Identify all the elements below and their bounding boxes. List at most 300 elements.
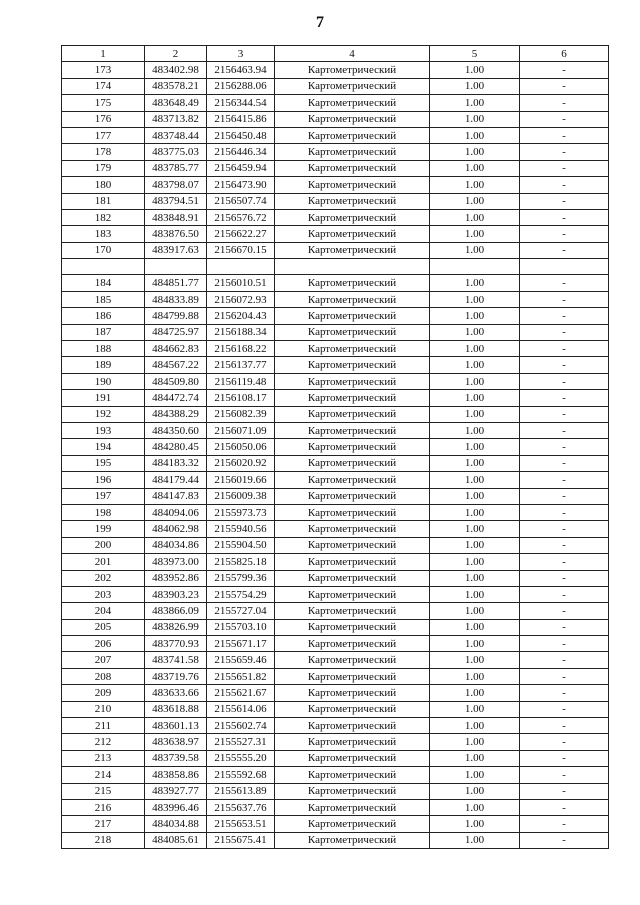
- accuracy-cell: 1.00: [430, 390, 520, 406]
- y-coordinate-cell: 2156446.34: [207, 144, 275, 160]
- accuracy-cell: 1.00: [430, 472, 520, 488]
- x-coordinate-cell: 484851.77: [145, 275, 207, 291]
- y-coordinate-cell: 2155973.73: [207, 504, 275, 520]
- method-cell: Картометрический: [275, 209, 430, 225]
- note-cell: -: [520, 341, 609, 357]
- method-cell: Картометрический: [275, 504, 430, 520]
- accuracy-cell: 1.00: [430, 439, 520, 455]
- x-coordinate-cell: 483927.77: [145, 783, 207, 799]
- table-row: [62, 586, 609, 602]
- method-cell: Картометрический: [275, 160, 430, 176]
- point-number-cell: 192: [62, 406, 145, 422]
- table-row: [62, 816, 609, 832]
- point-number-cell: 206: [62, 636, 145, 652]
- accuracy-cell: 1.00: [430, 193, 520, 209]
- table-row: [62, 455, 609, 471]
- table-row: [62, 95, 609, 111]
- method-cell: Картометрический: [275, 275, 430, 291]
- accuracy-cell: 1.00: [430, 308, 520, 324]
- table-row: [62, 750, 609, 766]
- method-cell: Картометрический: [275, 439, 430, 455]
- accuracy-cell: 1.00: [430, 504, 520, 520]
- point-number-cell: 193: [62, 422, 145, 438]
- point-number-cell: 202: [62, 570, 145, 586]
- x-coordinate-cell: 484062.98: [145, 521, 207, 537]
- table-row: [62, 357, 609, 373]
- point-number-cell: 198: [62, 504, 145, 520]
- note-cell: -: [520, 668, 609, 684]
- table-row: [62, 619, 609, 635]
- note-cell: -: [520, 685, 609, 701]
- x-coordinate-cell: 484725.97: [145, 324, 207, 340]
- point-number-cell: 190: [62, 373, 145, 389]
- point-number-cell: 178: [62, 144, 145, 160]
- y-coordinate-cell: [207, 259, 275, 275]
- point-number-cell: 191: [62, 390, 145, 406]
- point-number-cell: 181: [62, 193, 145, 209]
- accuracy-cell: 1.00: [430, 341, 520, 357]
- method-cell: Картометрический: [275, 816, 430, 832]
- y-coordinate-cell: 2155727.04: [207, 603, 275, 619]
- table-row: [62, 734, 609, 750]
- table-row: [62, 341, 609, 357]
- method-cell: Картометрический: [275, 750, 430, 766]
- table-row: [62, 209, 609, 225]
- accuracy-cell: 1.00: [430, 521, 520, 537]
- accuracy-cell: 1.00: [430, 636, 520, 652]
- table-row: [62, 832, 609, 848]
- x-coordinate-cell: 483748.44: [145, 127, 207, 143]
- point-number-cell: 200: [62, 537, 145, 553]
- x-coordinate-cell: 484280.45: [145, 439, 207, 455]
- y-coordinate-cell: 2155592.68: [207, 767, 275, 783]
- table-row: [62, 226, 609, 242]
- note-cell: -: [520, 570, 609, 586]
- y-coordinate-cell: 2155637.76: [207, 799, 275, 815]
- table-row: [62, 718, 609, 734]
- table-row: [62, 144, 609, 160]
- x-coordinate-cell: 484350.60: [145, 422, 207, 438]
- note-cell: -: [520, 455, 609, 471]
- point-number-cell: 211: [62, 718, 145, 734]
- method-cell: Картометрический: [275, 127, 430, 143]
- y-coordinate-cell: 2155675.41: [207, 832, 275, 848]
- x-coordinate-cell: 483952.86: [145, 570, 207, 586]
- accuracy-cell: 1.00: [430, 422, 520, 438]
- method-cell: Картометрический: [275, 177, 430, 193]
- x-coordinate-cell: 483578.21: [145, 78, 207, 94]
- table-row: [62, 406, 609, 422]
- point-number-cell: 196: [62, 472, 145, 488]
- method-cell: Картометрический: [275, 570, 430, 586]
- note-cell: -: [520, 472, 609, 488]
- point-number-cell: 176: [62, 111, 145, 127]
- method-cell: Картометрический: [275, 603, 430, 619]
- note-cell: -: [520, 209, 609, 225]
- method-cell: Картометрический: [275, 291, 430, 307]
- table-row: [62, 668, 609, 684]
- table-row: [62, 308, 609, 324]
- x-coordinate-cell: 483876.50: [145, 226, 207, 242]
- y-coordinate-cell: 2155671.17: [207, 636, 275, 652]
- coordinates-table: [61, 45, 609, 849]
- y-coordinate-cell: 2156344.54: [207, 95, 275, 111]
- note-cell: -: [520, 652, 609, 668]
- method-cell: Картометрический: [275, 455, 430, 471]
- note-cell: -: [520, 406, 609, 422]
- method-cell: Картометрический: [275, 537, 430, 553]
- x-coordinate-cell: 483633.66: [145, 685, 207, 701]
- method-cell: Картометрический: [275, 422, 430, 438]
- point-number-cell: 197: [62, 488, 145, 504]
- method-cell: Картометрический: [275, 193, 430, 209]
- point-number-cell: 182: [62, 209, 145, 225]
- y-coordinate-cell: 2155651.82: [207, 668, 275, 684]
- note-cell: -: [520, 537, 609, 553]
- y-coordinate-cell: 2156071.09: [207, 422, 275, 438]
- point-number-cell: 174: [62, 78, 145, 94]
- x-coordinate-cell: 483848.91: [145, 209, 207, 225]
- table-row: [62, 422, 609, 438]
- table-row: [62, 324, 609, 340]
- table-row: [62, 767, 609, 783]
- point-number-cell: 184: [62, 275, 145, 291]
- column-header-4: 4: [275, 46, 430, 62]
- method-cell: Картометрический: [275, 636, 430, 652]
- method-cell: Картометрический: [275, 586, 430, 602]
- point-number-cell: 180: [62, 177, 145, 193]
- method-cell: Картометрический: [275, 652, 430, 668]
- x-coordinate-cell: 484509.80: [145, 373, 207, 389]
- y-coordinate-cell: 2155602.74: [207, 718, 275, 734]
- y-coordinate-cell: 2156288.06: [207, 78, 275, 94]
- y-coordinate-cell: 2156009.38: [207, 488, 275, 504]
- x-coordinate-cell: 484388.29: [145, 406, 207, 422]
- note-cell: -: [520, 78, 609, 94]
- point-number-cell: 177: [62, 127, 145, 143]
- x-coordinate-cell: 483794.51: [145, 193, 207, 209]
- x-coordinate-cell: 483402.98: [145, 62, 207, 78]
- point-number-cell: 217: [62, 816, 145, 832]
- accuracy-cell: 1.00: [430, 554, 520, 570]
- note-cell: -: [520, 504, 609, 520]
- x-coordinate-cell: 484094.06: [145, 504, 207, 520]
- accuracy-cell: 1.00: [430, 406, 520, 422]
- note-cell: -: [520, 750, 609, 766]
- x-coordinate-cell: 483903.23: [145, 586, 207, 602]
- point-number-cell: 188: [62, 341, 145, 357]
- x-coordinate-cell: 484085.61: [145, 832, 207, 848]
- table-row: [62, 111, 609, 127]
- x-coordinate-cell: 484034.86: [145, 537, 207, 553]
- accuracy-cell: 1.00: [430, 701, 520, 717]
- accuracy-cell: 1.00: [430, 275, 520, 291]
- x-coordinate-cell: 484179.44: [145, 472, 207, 488]
- y-coordinate-cell: 2155703.10: [207, 619, 275, 635]
- point-number-cell: 175: [62, 95, 145, 111]
- method-cell: Картометрический: [275, 521, 430, 537]
- point-number-cell: 201: [62, 554, 145, 570]
- x-coordinate-cell: 483973.00: [145, 554, 207, 570]
- y-coordinate-cell: 2156072.93: [207, 291, 275, 307]
- accuracy-cell: 1.00: [430, 685, 520, 701]
- x-coordinate-cell: 484034.88: [145, 816, 207, 832]
- note-cell: -: [520, 718, 609, 734]
- point-number-cell: 199: [62, 521, 145, 537]
- table-row: [62, 783, 609, 799]
- accuracy-cell: 1.00: [430, 668, 520, 684]
- y-coordinate-cell: 2155613.89: [207, 783, 275, 799]
- note-cell: -: [520, 291, 609, 307]
- x-coordinate-cell: 483713.82: [145, 111, 207, 127]
- table-row: [62, 570, 609, 586]
- table-row: [62, 373, 609, 389]
- note-cell: -: [520, 111, 609, 127]
- note-cell: -: [520, 783, 609, 799]
- note-cell: -: [520, 636, 609, 652]
- table-header-row: [62, 46, 609, 62]
- accuracy-cell: 1.00: [430, 799, 520, 815]
- note-cell: -: [520, 177, 609, 193]
- x-coordinate-cell: 483798.07: [145, 177, 207, 193]
- table-body: [62, 62, 609, 849]
- accuracy-cell: 1.00: [430, 62, 520, 78]
- point-number-cell: 209: [62, 685, 145, 701]
- y-coordinate-cell: 2155659.46: [207, 652, 275, 668]
- accuracy-cell: 1.00: [430, 160, 520, 176]
- point-number-cell: 194: [62, 439, 145, 455]
- note-cell: [520, 259, 609, 275]
- point-number-cell: 210: [62, 701, 145, 717]
- accuracy-cell: 1.00: [430, 783, 520, 799]
- y-coordinate-cell: 2155555.20: [207, 750, 275, 766]
- point-number-cell: 179: [62, 160, 145, 176]
- accuracy-cell: 1.00: [430, 652, 520, 668]
- y-coordinate-cell: 2155754.29: [207, 586, 275, 602]
- point-number-cell: 173: [62, 62, 145, 78]
- y-coordinate-cell: 2156168.22: [207, 341, 275, 357]
- note-cell: -: [520, 324, 609, 340]
- y-coordinate-cell: 2156010.51: [207, 275, 275, 291]
- accuracy-cell: 1.00: [430, 603, 520, 619]
- x-coordinate-cell: 484472.74: [145, 390, 207, 406]
- note-cell: -: [520, 767, 609, 783]
- method-cell: Картометрический: [275, 734, 430, 750]
- accuracy-cell: 1.00: [430, 718, 520, 734]
- y-coordinate-cell: 2156050.06: [207, 439, 275, 455]
- y-coordinate-cell: 2156415.86: [207, 111, 275, 127]
- y-coordinate-cell: 2155527.31: [207, 734, 275, 750]
- x-coordinate-cell: 484662.83: [145, 341, 207, 357]
- accuracy-cell: 1.00: [430, 734, 520, 750]
- y-coordinate-cell: 2156459.94: [207, 160, 275, 176]
- table-row: [62, 291, 609, 307]
- note-cell: -: [520, 701, 609, 717]
- y-coordinate-cell: 2156450.48: [207, 127, 275, 143]
- y-coordinate-cell: 2156670.15: [207, 242, 275, 258]
- method-cell: Картометрический: [275, 95, 430, 111]
- table-row: [62, 488, 609, 504]
- y-coordinate-cell: 2156019.66: [207, 472, 275, 488]
- point-number-cell: 212: [62, 734, 145, 750]
- point-number-cell: 170: [62, 242, 145, 258]
- y-coordinate-cell: 2155825.18: [207, 554, 275, 570]
- point-number-cell: 205: [62, 619, 145, 635]
- y-coordinate-cell: 2156204.43: [207, 308, 275, 324]
- point-number-cell: 215: [62, 783, 145, 799]
- method-cell: Картометрический: [275, 341, 430, 357]
- method-cell: Картометрический: [275, 718, 430, 734]
- method-cell: Картометрический: [275, 324, 430, 340]
- x-coordinate-cell: 483618.88: [145, 701, 207, 717]
- table-row: [62, 521, 609, 537]
- point-number-cell: 218: [62, 832, 145, 848]
- column-header-1: 1: [62, 46, 145, 62]
- table-row: [62, 160, 609, 176]
- y-coordinate-cell: 2155904.50: [207, 537, 275, 553]
- method-cell: Картометрический: [275, 619, 430, 635]
- table-row: [62, 390, 609, 406]
- point-number-cell: 183: [62, 226, 145, 242]
- table-row: [62, 127, 609, 143]
- y-coordinate-cell: 2156137.77: [207, 357, 275, 373]
- y-coordinate-cell: 2156473.90: [207, 177, 275, 193]
- table-row: [62, 537, 609, 553]
- method-cell: Картометрический: [275, 406, 430, 422]
- method-cell: Картометрический: [275, 373, 430, 389]
- y-coordinate-cell: 2155653.51: [207, 816, 275, 832]
- table-row: [62, 439, 609, 455]
- table-row: [62, 652, 609, 668]
- table-row: [62, 275, 609, 291]
- note-cell: -: [520, 357, 609, 373]
- method-cell: Картометрический: [275, 111, 430, 127]
- accuracy-cell: 1.00: [430, 242, 520, 258]
- accuracy-cell: 1.00: [430, 78, 520, 94]
- x-coordinate-cell: 483741.58: [145, 652, 207, 668]
- point-number-cell: 208: [62, 668, 145, 684]
- column-header-6: 6: [520, 46, 609, 62]
- table-row: [62, 472, 609, 488]
- note-cell: -: [520, 193, 609, 209]
- y-coordinate-cell: 2156020.92: [207, 455, 275, 471]
- accuracy-cell: 1.00: [430, 324, 520, 340]
- note-cell: -: [520, 488, 609, 504]
- y-coordinate-cell: 2156119.48: [207, 373, 275, 389]
- column-header-3: 3: [207, 46, 275, 62]
- y-coordinate-cell: 2155614.06: [207, 701, 275, 717]
- method-cell: Картометрический: [275, 144, 430, 160]
- x-coordinate-cell: 484183.32: [145, 455, 207, 471]
- table-row: [62, 799, 609, 815]
- note-cell: -: [520, 439, 609, 455]
- x-coordinate-cell: 484799.88: [145, 308, 207, 324]
- method-cell: Картометрический: [275, 832, 430, 848]
- note-cell: -: [520, 62, 609, 78]
- x-coordinate-cell: 483719.76: [145, 668, 207, 684]
- accuracy-cell: 1.00: [430, 209, 520, 225]
- accuracy-cell: 1.00: [430, 291, 520, 307]
- x-coordinate-cell: 483638.97: [145, 734, 207, 750]
- point-number-cell: 213: [62, 750, 145, 766]
- accuracy-cell: 1.00: [430, 537, 520, 553]
- accuracy-cell: 1.00: [430, 619, 520, 635]
- note-cell: -: [520, 554, 609, 570]
- x-coordinate-cell: [145, 259, 207, 275]
- table-row: [62, 636, 609, 652]
- method-cell: Картометрический: [275, 668, 430, 684]
- x-coordinate-cell: 483785.77: [145, 160, 207, 176]
- note-cell: -: [520, 144, 609, 160]
- note-cell: -: [520, 95, 609, 111]
- accuracy-cell: 1.00: [430, 127, 520, 143]
- x-coordinate-cell: 483858.86: [145, 767, 207, 783]
- note-cell: -: [520, 521, 609, 537]
- point-number-cell: 189: [62, 357, 145, 373]
- note-cell: -: [520, 275, 609, 291]
- accuracy-cell: 1.00: [430, 95, 520, 111]
- table-row: [62, 603, 609, 619]
- accuracy-cell: 1.00: [430, 816, 520, 832]
- accuracy-cell: 1.00: [430, 570, 520, 586]
- note-cell: -: [520, 619, 609, 635]
- y-coordinate-cell: 2156507.74: [207, 193, 275, 209]
- table-row: [62, 62, 609, 78]
- note-cell: -: [520, 127, 609, 143]
- note-cell: -: [520, 603, 609, 619]
- method-cell: [275, 259, 430, 275]
- method-cell: Картометрический: [275, 472, 430, 488]
- x-coordinate-cell: 483739.58: [145, 750, 207, 766]
- note-cell: -: [520, 422, 609, 438]
- method-cell: Картометрический: [275, 554, 430, 570]
- point-number-cell: 214: [62, 767, 145, 783]
- accuracy-cell: 1.00: [430, 767, 520, 783]
- note-cell: -: [520, 799, 609, 815]
- table-row: [62, 701, 609, 717]
- note-cell: -: [520, 308, 609, 324]
- x-coordinate-cell: 483648.49: [145, 95, 207, 111]
- note-cell: -: [520, 816, 609, 832]
- method-cell: Картометрический: [275, 685, 430, 701]
- x-coordinate-cell: 484147.83: [145, 488, 207, 504]
- accuracy-cell: 1.00: [430, 586, 520, 602]
- column-header-5: 5: [430, 46, 520, 62]
- table-row: [62, 242, 609, 258]
- x-coordinate-cell: 483917.63: [145, 242, 207, 258]
- table-row: [62, 193, 609, 209]
- method-cell: Картометрический: [275, 488, 430, 504]
- table-row: [62, 177, 609, 193]
- table-row: [62, 504, 609, 520]
- x-coordinate-cell: 483770.93: [145, 636, 207, 652]
- point-number-cell: 185: [62, 291, 145, 307]
- method-cell: Картометрический: [275, 62, 430, 78]
- y-coordinate-cell: 2155621.67: [207, 685, 275, 701]
- method-cell: Картометрический: [275, 799, 430, 815]
- y-coordinate-cell: 2156463.94: [207, 62, 275, 78]
- accuracy-cell: 1.00: [430, 357, 520, 373]
- method-cell: Картометрический: [275, 767, 430, 783]
- y-coordinate-cell: 2156082.39: [207, 406, 275, 422]
- note-cell: -: [520, 734, 609, 750]
- point-number-cell: 203: [62, 586, 145, 602]
- note-cell: -: [520, 390, 609, 406]
- x-coordinate-cell: 484833.89: [145, 291, 207, 307]
- accuracy-cell: 1.00: [430, 373, 520, 389]
- method-cell: Картометрический: [275, 242, 430, 258]
- point-number-cell: 187: [62, 324, 145, 340]
